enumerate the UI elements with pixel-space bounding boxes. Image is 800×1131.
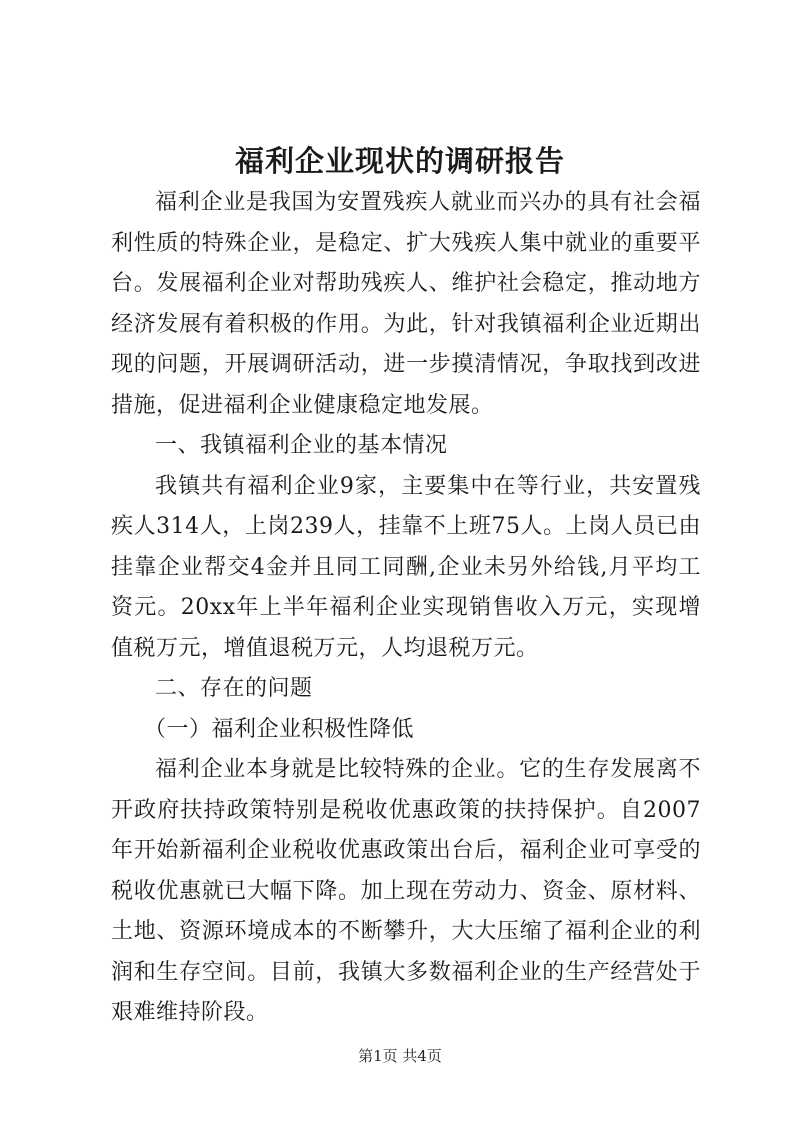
subsection-heading-enthusiasm: （一）福利企业积极性降低 [144,716,415,742]
enthusiasm-paragraph: 福利企业本身就是比较特殊的企业。它的生存发展离不开政府扶持政策特别是税收优惠政策的扶持保护。自2007年开始新福利企业税收优惠政策出台后，福利企业可享受的税收优惠就已大幅下降。加上现在劳动力、资金、原材料、土地、资源环境成本的不断攀升，大大压缩了福利企业的利润和生存空间。目前，我镇大多数福利企业的生产经营处于艰难维持阶段。 [111,757,701,1025]
section-heading-problems: 二、存在的问题 [155,676,313,701]
document-title: 福利企业现状的调研报告 [234,144,565,178]
section-heading-basic-situation: 一、我镇福利企业的基本情况 [155,433,448,458]
basic-situation-paragraph: 我镇共有福利企业9家，主要集中在等行业，共安置残疾人314人，上岗239人，挂靠不上班75人。上岗人员已由挂靠企业帮交4金并且同工同酬,企业未另外给钱,月平均工资元。20xx年上半年福利企业实现销售收入万元，实现增值税万元，增值退税万元，人均退税万元。 [111,473,701,661]
document-body [111,183,701,1034]
intro-paragraph: 福利企业是我国为安置残疾人就业而兴办的具有社会福利性质的特殊企业，是稳定、扩大残疾人集中就业的重要平台。发展福利企业对帮助残疾人、维护社会稳定，推动地方经济发展有着积极的作用。为此，针对我镇福利企业近期出现的问题，开展调研活动，进一步摸清情况，争取找到改进措施，促进福利企业健康稳定地发展。 [111,190,701,418]
page-number-footer: 第1页 共4页 [358,1047,442,1065]
